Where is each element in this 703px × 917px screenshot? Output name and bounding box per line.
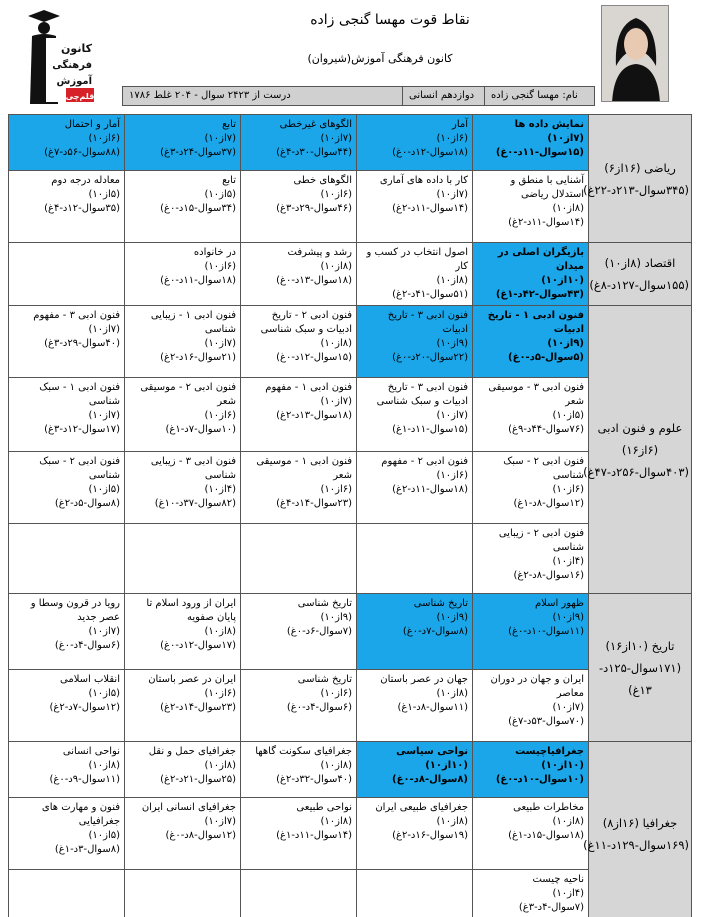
topic-question-count: (۷۶سوال-۴۴د-۹غ) [508,424,584,435]
topic-cell [357,798,473,870]
topic-name: تاریخ شناسی [297,674,352,685]
topic-score: (۶از۱۰) [552,484,584,495]
topic-cell [357,670,473,742]
topic-cell [9,742,125,798]
topic-cell [9,670,125,742]
topic-cell [473,524,589,594]
topic-cell [9,798,125,870]
topic-score: (۸از۱۰) [320,816,352,827]
topic-score: (۸از۱۰) [204,760,236,771]
topic-name: فنون ادبی ۱ - سبک شناسی [39,382,120,407]
topic-question-count: (۴۰سوال-۳۲د-۲غ) [276,774,352,785]
topic-name: بازیگران اصلی در میدان [497,247,584,272]
topic-name: ایران در عصر باستان [148,674,236,685]
topic-question-count: (۱۲سوال-۸د-۰غ) [165,830,236,841]
topic-score: (۷از۱۰) [88,324,120,335]
topic-cell [125,798,241,870]
topic-score: (۶از۱۰) [88,133,120,144]
svg-text:کانون: کانون [61,42,92,55]
topic-cell [125,524,241,594]
topic-name: آمار و احتمال [64,119,120,130]
topic-name: فنون ادبی ۱ - تاریخ ادبیات [487,310,584,335]
subject-row [9,594,692,670]
overall-stats: ۱۷۸۶ درست از ۲۴۲۳ سوال - ۲۰۴ غلط [129,90,291,101]
topic-cell [9,452,125,524]
topic-name: جغرافیای سکونت گاهها [255,746,352,757]
topic-question-count: (۵سوال-۵د-۰غ) [508,352,584,363]
topic-score: (۸از۱۰) [204,626,236,637]
subject-summary: جغرافیا (۱۶از۸) (۱۶۹سوال-۱۲۹د-۱۱غ) [589,742,692,917]
topic-score: (۶از۱۰) [204,261,236,272]
topic-score: (۵از۱۰) [88,189,120,200]
topic-name: آشنایی با منطق و استدلال ریاضی [510,175,584,200]
topic-question-count: (۱۴سوال-۱۱د-۲غ) [508,217,584,228]
svg-text:قلم‌چی: قلم‌چی [65,92,95,101]
topic-name: معادله درجه دوم [51,175,120,186]
topic-question-count: (۱۵سوال-۱۱د-۰غ) [495,147,584,158]
topic-cell [9,115,125,171]
topic-question-count: (۱۴سوال-۱۱د-۲غ) [392,203,468,214]
student-grade: دوازدهم انسانی [402,87,484,105]
topic-name: آمار [451,119,468,130]
student-info-bar [122,86,595,106]
topic-cell [473,742,589,798]
topic-question-count: (۱۰سوال-۷د-۱غ) [165,424,236,435]
topic-question-count: (۱۸سوال-۱۲د-۰غ) [392,147,468,158]
topic-cell [125,243,241,306]
subject-row [9,306,692,378]
topic-question-count: (۸سوال-۳د-۱غ) [54,844,120,855]
topic-name: ایران و جهان در دوران معاصر [490,674,584,699]
topic-question-count: (۱۱سوال-۸د-۱غ) [397,702,468,713]
topic-score: (۶از۱۰) [204,410,236,421]
topic-question-count: (۶سوال-۴د-۰غ) [286,702,352,713]
topic-name: فنون ادبی ۳ - مفهوم [33,310,120,321]
topic-score: (۱۰از۱۰) [425,760,468,771]
topic-question-count: (۱۸سوال-۱۳د-۰غ) [276,275,352,286]
topic-name: فنون ادبی ۱ - موسیقی شعر [256,456,352,481]
topic-question-count: (۱۴سوال-۱۱د-۱غ) [276,830,352,841]
topic-cell [473,115,589,171]
topic-question-count: (۲۳سوال-۱۴د-۴غ) [276,498,352,509]
topic-question-count: (۱۱سوال-۱۰د-۰غ) [508,626,584,637]
topic-cell [125,870,241,917]
topic-score: (۴از۱۰) [552,556,584,567]
topic-question-count: (۱۹سوال-۱۶د-۲غ) [392,830,468,841]
topic-question-count: (۳۴سوال-۱۵د-۰غ) [160,203,236,214]
topic-score: (۶از۱۰) [436,470,468,481]
topic-name: ظهور اسلام [534,598,584,609]
topic-question-count: (۶سوال-۴د-۰غ) [54,640,120,651]
topic-score: (۵از۱۰) [88,484,120,495]
topic-name: فنون ادبی ۲ - سبک شناسی [39,456,120,481]
topic-question-count: (۱۲سوال-۷د-۲غ) [49,702,120,713]
topic-score: (۷از۱۰) [204,338,236,349]
topic-cell [357,171,473,243]
subject-summary: علوم و فنون ادبی (۶از۱۶) (۴۰۳سوال-۲۵۶د-۴۷غ) [589,306,692,594]
topic-cell [9,171,125,243]
topic-score: (۸از۱۰) [320,760,352,771]
topic-question-count: (۱۶سوال-۸د-۲غ) [513,570,584,581]
topic-name: فنون ادبی ۱ - مفهوم [265,382,352,393]
topic-name: ایران از ورود اسلام تا پایان صفویه [146,598,236,623]
topic-score: (۸از۱۰) [552,816,584,827]
topic-name: تابع [222,175,236,186]
topic-cell [241,798,357,870]
topic-question-count: (۱۰سوال-۱۰د-۰غ) [495,774,584,785]
student-name: نام: مهسا گنجی زاده [484,87,594,105]
topic-cell [241,171,357,243]
topic-cell [357,115,473,171]
topic-question-count: (۱۷سوال-۱۲د-۰غ) [160,640,236,651]
topic-cell [241,594,357,670]
topic-name: نواحی طبیعی [296,802,352,813]
topic-question-count: (۳۷سوال-۲۴د-۳غ) [160,147,236,158]
topic-score: (۶از۱۰) [320,484,352,495]
topic-name: فنون ادبی ۲ - موسیقی شعر [140,382,236,407]
topic-cell [473,306,589,378]
topic-cell [125,452,241,524]
topic-score: (۵از۱۰) [88,688,120,699]
topic-score: (۶از۱۰) [320,189,352,200]
subject-summary: اقتصاد (۸از۱۰) (۱۵۵سوال-۱۲۷د-۸غ) [589,243,692,306]
topic-cell [473,798,589,870]
topic-score: (۶از۱۰) [204,688,236,699]
topic-name: در خانواده [193,247,236,258]
topic-score: (۷از۱۰) [552,702,584,713]
topic-name: ناحیه چیست [532,874,584,885]
topic-score: (۹از۱۰) [320,612,352,623]
topic-name: جغرافیاچیست [515,746,584,757]
topic-name: کار با داده های آماری [379,175,468,186]
topic-question-count: (۸سوال-۷د-۰غ) [402,626,468,637]
topic-question-count: (۸سوال-۸د-۰غ) [392,774,468,785]
topic-cell [125,306,241,378]
topic-name: فنون ادبی ۳ - موسیقی شعر [488,382,584,407]
topic-name: جغرافیای طبیعی ایران [375,802,468,813]
topic-question-count: (۱۲سوال-۸د-۱غ) [513,498,584,509]
topic-question-count: (۴۰سوال-۲۹د-۳غ) [44,338,120,349]
topic-cell [241,670,357,742]
topic-score: (۵از۱۰) [204,189,236,200]
topic-cell [473,452,589,524]
institute-name: کانون فرهنگی آموزش(شیروان) [307,52,453,65]
topic-cell [473,171,589,243]
topic-cell [473,594,589,670]
topic-cell [357,524,473,594]
topic-cell [9,594,125,670]
topic-score: (۷از۱۰) [88,626,120,637]
topic-name: فنون و مهارت های جغرافیایی [41,802,120,827]
topic-score: (۴از۱۰) [204,484,236,495]
topic-question-count: (۷سوال-۴د-۳غ) [518,902,584,913]
topic-cell [125,378,241,452]
topic-cell [241,452,357,524]
topic-name: فنون ادبی ۲ - سبک شناسی [503,456,584,481]
topic-name: نواحی انسانی [62,746,120,757]
subject-summary: تاریخ (۱۰از۱۶) (۱۷۱سوال-۱۲۵د- ۱۳غ) [589,594,692,742]
topic-name: فنون ادبی ۲ - زیبایی شناسی [498,528,584,553]
topic-score: (۸از۱۰) [320,338,352,349]
topic-question-count: (۵۱سوال-۴۱د-۲غ) [392,289,468,300]
subject-summary: ریاضی (۱۶از۶) (۳۴۵سوال-۲۱۳د-۲۲غ) [589,115,692,243]
topic-question-count: (۷۰سوال-۵۳د-۷غ) [508,716,584,727]
strengths-table [8,114,692,917]
topic-score: (۸از۱۰) [88,760,120,771]
svg-text:فرهنگی: فرهنگی [52,60,92,71]
topic-name: رشد و پیشرفت [287,247,352,258]
topic-question-count: (۱۸سوال-۱۱د-۲غ) [392,484,468,495]
topic-name: الگوهای غیرخطی [279,119,352,130]
topic-score: (۷از۱۰) [436,410,468,421]
topic-cell [357,306,473,378]
topic-score: (۸از۱۰) [552,203,584,214]
topic-question-count: (۱۸سوال-۱۱د-۰غ) [160,275,236,286]
topic-name: نمایش داده ها [514,119,584,130]
topic-score: (۷از۱۰) [320,133,352,144]
svg-text:آموزش: آموزش [56,76,92,87]
topic-name: فنون ادبی ۳ - تاریخ ادبیات [387,310,468,335]
topic-cell [357,452,473,524]
topic-cell [473,670,589,742]
topic-question-count: (۱۵سوال-۱۲د-۰غ) [276,352,352,363]
kanoon-logo [24,8,104,108]
topic-cell [9,870,125,917]
topic-score: (۶از۱۰) [436,133,468,144]
topic-cell [9,524,125,594]
topic-question-count: (۲۲سوال-۲۰د-۰غ) [392,352,468,363]
topic-question-count: (۱۱سوال-۹د-۰غ) [49,774,120,785]
topic-question-count: (۴۶سوال-۲۹د-۳غ) [276,203,352,214]
topic-question-count: (۱۸سوال-۱۳د-۲غ) [276,410,352,421]
topic-name: جغرافیای انسانی ایران [141,802,236,813]
topic-name: تاریخ شناسی [297,598,352,609]
topic-cell [241,306,357,378]
topic-name: فنون ادبی ۳ - تاریخ ادبیات و سبک شناسی [376,382,468,407]
topic-cell [241,870,357,917]
report-header [0,0,703,112]
topic-question-count: (۲۵سوال-۲۱د-۲غ) [160,774,236,785]
topic-cell [357,594,473,670]
topic-question-count: (۱۵سوال-۱۱د-۱غ) [392,424,468,435]
topic-cell [473,870,589,917]
topic-name: فنون ادبی ۲ - مفهوم [381,456,468,467]
topic-name: انقلاب اسلامی [60,674,120,685]
topic-score: (۷از۱۰) [204,816,236,827]
topic-cell [9,243,125,306]
topic-cell [357,742,473,798]
topic-score: (۷از۱۰) [88,410,120,421]
topic-name: تابع [222,119,236,130]
topic-name: فنون ادبی ۱ - زیبایی شناسی [150,310,236,335]
topic-score: (۵از۱۰) [88,830,120,841]
topic-cell [357,870,473,917]
topic-score: (۷از۱۰) [547,133,584,144]
topic-cell [125,670,241,742]
topic-cell [9,306,125,378]
topic-name: مخاطرات طبیعی [513,802,584,813]
topic-name: نواحی سیاسی [396,746,468,757]
topic-score: (۵از۱۰) [552,410,584,421]
topic-question-count: (۸سوال-۵د-۲غ) [54,498,120,509]
report-title: نقاط قوت مهسا گنجی زاده [310,12,470,28]
topic-cell [125,171,241,243]
student-photo [601,5,669,102]
topic-cell [241,378,357,452]
topic-cell [473,243,589,306]
topic-question-count: (۲۳سوال-۱۴د-۲غ) [160,702,236,713]
topic-score: (۹از۱۰) [547,338,584,349]
topic-name: الگوهای خطی [293,175,352,186]
topic-score: (۷از۱۰) [320,396,352,407]
topic-question-count: (۴۳سوال-۴۲د-۱غ) [495,289,584,300]
topic-question-count: (۸۸سوال-۵۶د-۷غ) [44,147,120,158]
topic-name: اصول انتخاب در کسب و کار [366,247,468,272]
topic-score: (۱۰از۱۰) [541,275,584,286]
topic-score: (۹از۱۰) [552,612,584,623]
topic-cell [241,115,357,171]
subject-row [9,742,692,798]
topic-question-count: (۱۷سوال-۱۲د-۳غ) [44,424,120,435]
topic-question-count: (۲۱سوال-۱۶د-۲غ) [160,352,236,363]
topic-cell [241,524,357,594]
topic-cell [357,378,473,452]
topic-cell [9,378,125,452]
topic-cell [125,594,241,670]
topic-score: (۹از۱۰) [436,338,468,349]
topic-score: (۴از۱۰) [552,888,584,899]
topic-question-count: (۴۴سوال-۳۰د-۴غ) [276,147,352,158]
topic-score: (۷از۱۰) [436,189,468,200]
topic-score: (۸از۱۰) [320,261,352,272]
topic-name: جهان در عصر باستان [380,674,468,685]
topic-question-count: (۸۲سوال-۳۷د-۱۰غ) [154,498,236,509]
topic-question-count: (۱۸سوال-۱۵د-۱غ) [508,830,584,841]
topic-cell [241,742,357,798]
topic-score: (۸از۱۰) [436,275,468,286]
subject-row [9,115,692,171]
topic-name: فنون ادبی ۲ - تاریخ ادبیات و سبک شناسی [260,310,352,335]
topic-score: (۹از۱۰) [436,612,468,623]
topic-cell [125,742,241,798]
topic-score: (۸از۱۰) [436,816,468,827]
topic-score: (۸از۱۰) [436,688,468,699]
topic-score: (۱۰از۱۰) [541,760,584,771]
topic-score: (۷از۱۰) [204,133,236,144]
topic-question-count: (۷سوال-۶د-۰غ) [286,626,352,637]
topic-name: تاریخ شناسی [413,598,468,609]
topic-cell [473,378,589,452]
topic-name: جغرافیای حمل و نقل [148,746,236,757]
topic-name: رویا در قرون وسطا و عصر جدید [30,598,120,623]
topic-score: (۶از۱۰) [320,688,352,699]
topic-cell [241,243,357,306]
subject-row [9,243,692,306]
topic-name: فنون ادبی ۳ - زیبایی شناسی [150,456,236,481]
topic-cell [357,243,473,306]
topic-cell [125,115,241,171]
topic-question-count: (۳۵سوال-۱۲د-۴غ) [44,203,120,214]
